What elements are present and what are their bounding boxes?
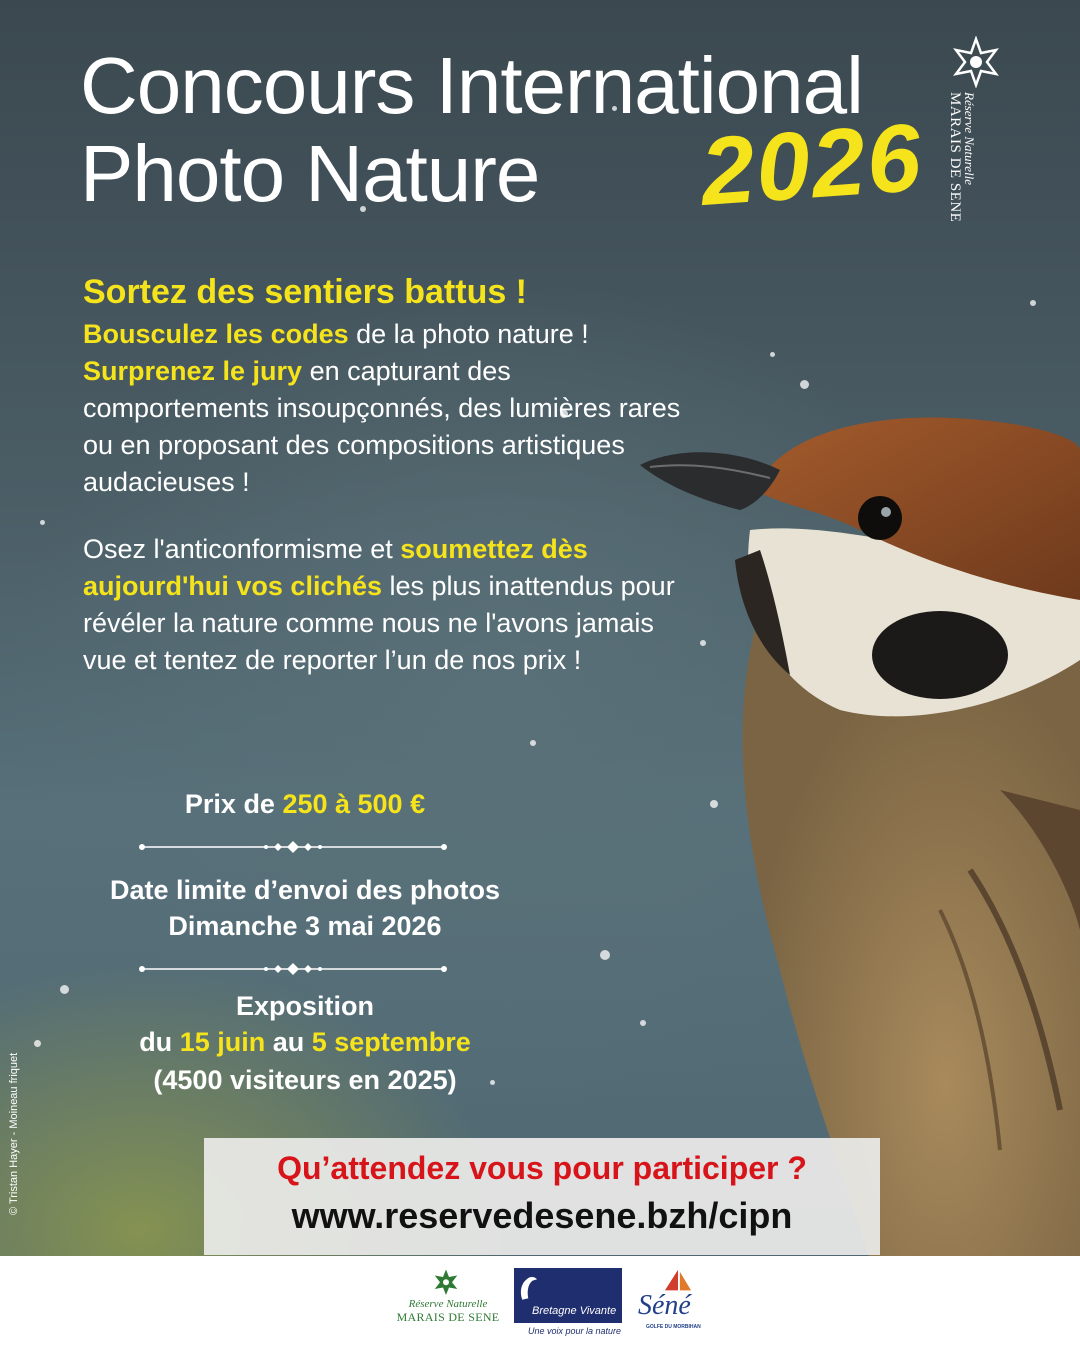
expo-start: 15 juin [179,1027,266,1057]
expo-du: du [139,1027,180,1057]
cta-url-link[interactable]: www.reservedesene.bzh/cipn [291,1195,793,1236]
top-logo-line1: Réserve Naturelle [962,92,977,186]
expo-end: 5 septembre [311,1027,471,1057]
deadline-label: Date limite d’envoi des photos [109,875,501,905]
photo-credit: © Tristan Hayer - Moineau friquet [8,1052,20,1215]
highlight-bousculez: Bousculez les codes [83,319,349,349]
sparrow-image [640,410,1080,1260]
snowflake [1030,300,1036,306]
p2-text-2: les plus inattendus pour révéler la nature comme nous ne l'avons jamais vue et tentez de reporter l’un de nos prix ! [83,571,675,675]
footer-reserve-line1: Réserve Naturelle [408,1298,488,1310]
expo-label: Exposition [235,991,374,1021]
sene-sub: GOLFE DU MORBIHAN [646,1324,701,1330]
title-line-1: Concours International [80,41,863,130]
snowflake [34,1040,41,1047]
prize-line [80,786,530,822]
expo-dates [80,1024,530,1060]
highlight-soumettez: soumettez dès aujourd'hui vos clichés [83,534,588,601]
nature-reserve-star-icon [950,36,1002,88]
p1-text-2: en capturant des comportements insoupçonnés, des lumières rares ou en proposant des compositions artistiques audacieuses ! [83,356,681,497]
intro-heading: Sortez des sentiers battus ! [83,273,528,311]
sene-logo[interactable] [636,1268,716,1340]
p1-text-1: de la photo nature ! [348,319,589,349]
bv-name: Bretagne Vivante [532,1305,617,1317]
footer-reserve-line2: MARAIS DE SENE [396,1310,500,1324]
deadline-value: Dimanche 3 mai 2026 [168,911,442,941]
top-logo-line2: MARAIS DE SENE [947,92,964,223]
bird-silhouette-icon [518,1272,540,1304]
expo-visitors: (4500 visiteurs en 2025) [153,1065,457,1095]
cta-question: Qu’attendez vous pour participer ? [277,1150,807,1186]
bv-blue-box [514,1268,622,1323]
intro-paragraph-2 [83,531,703,679]
footer-logos [0,1256,1080,1350]
highlight-surprenez: Surprenez le jury [83,356,303,386]
intro-paragraph-1 [83,316,703,501]
expo-au: au [265,1027,312,1057]
bretagne-vivante-logo[interactable] [514,1268,622,1340]
p2-text-1: Osez l'anticonformisme et [83,534,401,564]
ornament-divider [138,962,448,976]
sene-name: Séné [638,1290,691,1321]
snowflake [530,740,536,746]
top-reserve-logo [948,36,1008,236]
title-line-2: Photo Nature [80,129,540,218]
cta-box [204,1138,880,1255]
title-year: 2026 [697,103,926,227]
snowflake [40,520,45,525]
snowflake [770,352,775,357]
ornament-divider [138,840,448,854]
snowflake [800,380,809,389]
bv-slogan: Une voix pour la nature [528,1326,622,1336]
snowflake [60,985,69,994]
prize-label: Prix de [184,789,283,819]
reserve-naturelle-logo[interactable] [392,1268,504,1340]
prize-value: 250 à 500 € [282,789,426,819]
green-star-icon [428,1268,464,1298]
top-logo-text [947,92,976,262]
snowflake [600,950,610,960]
